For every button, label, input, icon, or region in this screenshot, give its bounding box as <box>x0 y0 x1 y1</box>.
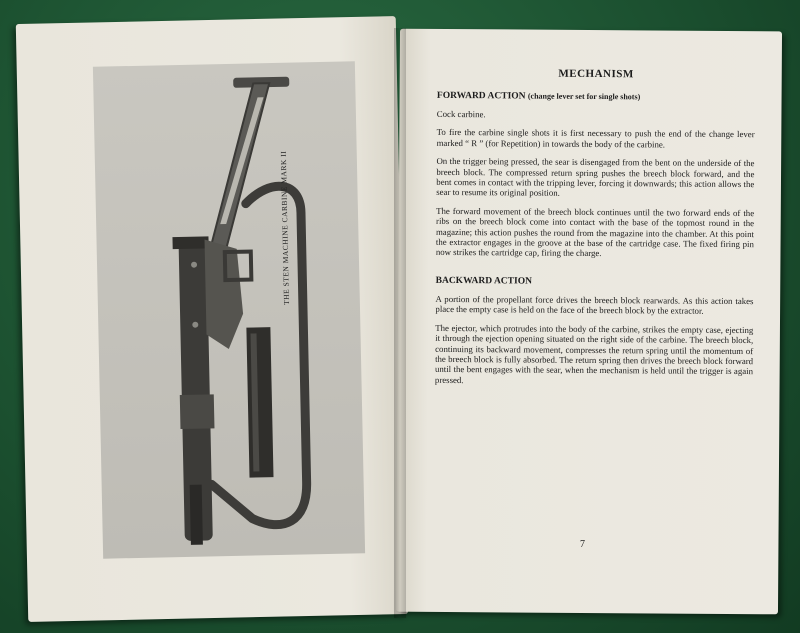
section-heading-text: FORWARD ACTION <box>436 90 526 102</box>
paragraph: The forward movement of the breech block continues until the two forward ends of the ribs on the breech block come into contact with the base of the topmost round in the magazine; this action pushes the round from the magazine into the chamber. At this point the extractor engages in the groove at the base of the cartridge case. The fixed firing pin now strikes the cartridge cap, firing the charge. <box>435 205 755 259</box>
paragraph: To fire the carbine single shots it is first necessary to push the end of the change lever marked “ R ” (for Repetition) in towards the body of the carbine. <box>436 127 755 150</box>
photo-caption: THE STEN MACHINE CARBINE MARK II <box>278 150 291 305</box>
paragraph: The ejector, which protrudes into the body of the carbine, strikes the empty case, ejecting it through the ejection opening situated on the right side of the carbine. The breech block, continuing its backward movement, compresses the return spring until the momentum of the breech block is fully absorbed. The return spring then drives the breech block forward until the bent engages with the sear, when the mechanism is held until the trigger is again pressed. <box>434 322 754 385</box>
paragraph: Cock carbine. <box>436 108 486 120</box>
sten-carbine-icon <box>93 61 365 558</box>
section-heading-forward <box>437 91 755 103</box>
section-subheading: (change lever set for single shots) <box>527 91 641 102</box>
section-heading-backward: BACKWARD ACTION <box>435 275 533 287</box>
book-gutter <box>394 28 406 618</box>
paragraph: On the trigger being pressed, the sear is disengaged from the bent on the underside of the breech block. The compressed return spring pushes the breech block forward, and the bent comes in contact with the tripping lever, forcing it downwards; this action allows the sear to resume its original position. <box>436 156 755 199</box>
page-title: MECHANISM <box>558 67 634 81</box>
sten-carbine-photo <box>93 61 365 558</box>
right-page-text <box>435 63 755 395</box>
paragraph: A portion of the propellant force drives the breech block rearwards. As this action takes place the empty case is held on the face of the breech block by the extractor. <box>435 293 754 317</box>
page-number: 7 <box>580 539 585 550</box>
